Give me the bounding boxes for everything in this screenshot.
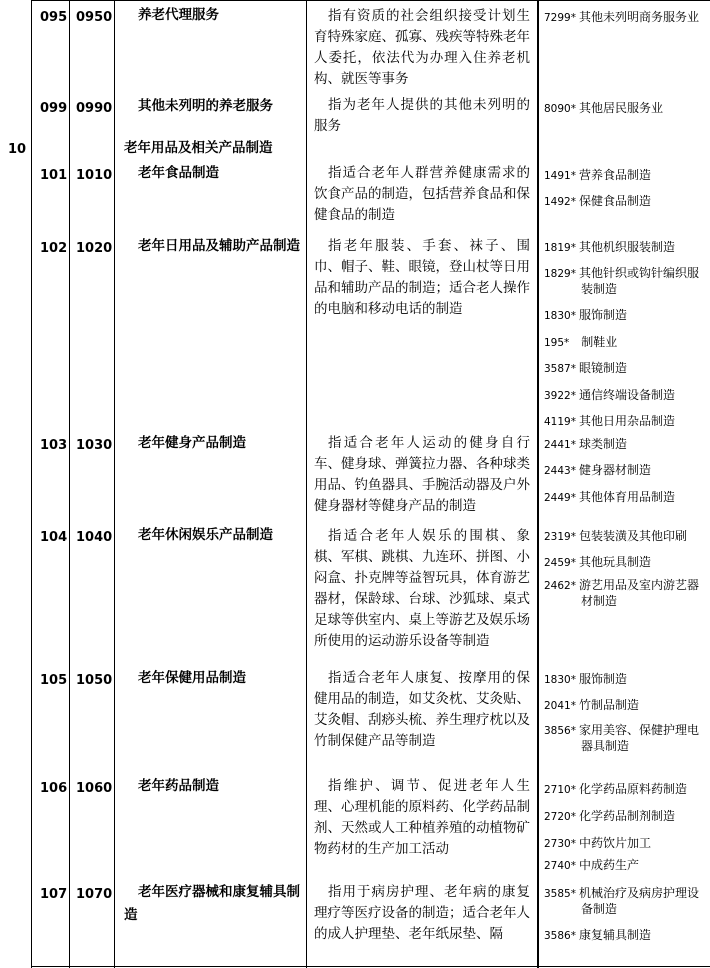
ref-item (544, 836, 706, 852)
ref-item (544, 555, 706, 571)
code3: 102 (40, 241, 68, 256)
ref-code: 2449* (544, 492, 576, 504)
ref-code: 2740* (544, 860, 576, 872)
ref-code: 4119* (544, 416, 576, 428)
code3: 095 (40, 10, 68, 25)
ref-item (544, 10, 706, 26)
ref-code: 1492* (544, 196, 576, 208)
ref-label: 保健食品制造 (578, 194, 651, 208)
ref-item (544, 928, 706, 944)
row-name: 老年保健用品制造 (138, 670, 246, 686)
ref-label: 其他居民服务业 (578, 101, 663, 115)
table-hline (32, 0, 710, 1)
ref-item (544, 529, 706, 545)
code4: 1020 (76, 241, 113, 256)
row-name: 老年健身产品制造 (138, 435, 246, 451)
ref-item (544, 240, 706, 256)
row-name: 老年药品制造 (138, 778, 219, 794)
ref-item (544, 308, 706, 324)
code3: 104 (40, 530, 68, 545)
ref-label: 服饰制造 (578, 308, 627, 322)
ref-label: 机械治疗及病房护理设备制造 (578, 886, 699, 916)
ref-code: 3585* (544, 888, 576, 900)
ref-item (544, 414, 706, 430)
section-title: 老年用品及相关产品制造 (124, 140, 273, 156)
ref-label: 中药饮片加工 (578, 836, 651, 850)
row-description: 指适合老年人运动的健身自行车、健身球、弹簧拉力器、各种球类用品、钓鱼器具、手腕活动器及户外健身器材等健身产品的制造 (314, 435, 530, 514)
ref-code: 3586* (544, 930, 576, 942)
code4: 1030 (76, 438, 113, 453)
table-vline (538, 0, 539, 968)
code4: 0950 (76, 10, 113, 25)
code4: 1070 (76, 887, 113, 902)
ref-code: 1830* (544, 310, 576, 322)
ref-label: 家用美容、保健护理电器具制造 (578, 723, 699, 753)
table-vline (31, 0, 32, 968)
ref-label: 游艺用品及室内游艺器材制造 (578, 578, 699, 608)
ref-item (544, 578, 706, 609)
row-description: 指适合老年人娱乐的围棋、象棋、军棋、跳棋、九连环、拼图、小闷盒、扑克牌等益智玩具，体育游艺器材，保龄球、台球、沙狐球、桌式足球等供室内、桌上等游艺及娱乐场所使用的运动游乐设备等制造 (314, 528, 530, 649)
ref-code: 3856* (544, 725, 576, 737)
row-name: 老年食品制造 (138, 165, 219, 181)
ref-code: 3922* (544, 390, 576, 402)
code4: 1040 (76, 530, 113, 545)
ref-label: 其他针织或钩针编织服装制造 (578, 266, 699, 296)
row-name: 老年医疗器械和康复辅具制造 (124, 884, 300, 923)
ref-code: 2720* (544, 811, 576, 823)
row-description: 指适合老年人康复、按摩用的保健用品的制造，如艾灸枕、艾灸贴、艾灸帽、刮痧头梳、养生理疗枕以及竹制保健产品等制造 (314, 670, 530, 749)
code3: 101 (40, 168, 68, 183)
ref-code: 7299* (544, 12, 576, 24)
ref-code: 2441* (544, 439, 576, 451)
code4: 1010 (76, 168, 113, 183)
ref-item (544, 858, 706, 874)
ref-label: 球类制造 (578, 437, 627, 451)
ref-code: 2459* (544, 557, 576, 569)
row-description: 指用于病房护理、老年病的康复理疗等医疗设备的制造；适合老年人的成人护理垫、老年纸尿垫、隔 (314, 884, 530, 942)
table-vline (114, 0, 115, 968)
ref-label: 营养食品制造 (578, 168, 651, 182)
category-number: 10 (8, 142, 27, 157)
ref-code: 2462* (544, 580, 576, 592)
ref-item (544, 886, 706, 917)
ref-code: 2443* (544, 465, 576, 477)
ref-code: 1830* (544, 674, 576, 686)
code3: 107 (40, 887, 68, 902)
ref-label: 包装装潢及其他印刷 (578, 529, 687, 543)
ref-code: 2041* (544, 700, 576, 712)
row-name: 老年休闲娱乐产品制造 (138, 527, 273, 543)
ref-label: 眼镜制造 (578, 361, 627, 375)
ref-label: 化学药品制剂制造 (578, 809, 675, 823)
table-vline (306, 0, 307, 968)
table-vline (69, 0, 70, 968)
ref-code: 1829* (544, 268, 576, 280)
ref-item (544, 723, 706, 754)
ref-code: 2710* (544, 784, 576, 796)
ref-label: 其他日用杂品制造 (578, 414, 675, 428)
ref-code: 3587* (544, 363, 576, 375)
ref-code: 1819* (544, 242, 576, 254)
code4: 0990 (76, 101, 113, 116)
ref-code: 195* (544, 337, 570, 349)
row-name: 老年日用品及辅助产品制造 (138, 238, 300, 254)
code3: 103 (40, 438, 68, 453)
ref-item (544, 672, 706, 688)
ref-item (544, 266, 706, 297)
ref-item (544, 361, 706, 377)
ref-item (544, 194, 706, 210)
ref-code: 1491* (544, 170, 576, 182)
ref-label: 竹制品制造 (578, 698, 639, 712)
code3: 105 (40, 673, 68, 688)
ref-label: 通信终端设备制造 (578, 388, 675, 402)
ref-label: 化学药品原料药制造 (578, 782, 687, 796)
ref-label: 制鞋业 (581, 335, 618, 349)
ref-item (544, 463, 706, 479)
ref-label: 其他体育用品制造 (578, 490, 675, 504)
ref-code: 2730* (544, 838, 576, 850)
ref-label: 康复辅具制造 (578, 928, 651, 942)
row-name: 其他未列明的养老服务 (138, 98, 273, 114)
ref-item (544, 698, 706, 714)
code3: 099 (40, 101, 68, 116)
row-description: 指为老年人提供的其他未列明的服务 (314, 97, 530, 134)
ref-label: 服饰制造 (578, 672, 627, 686)
row-description: 指适合老年人群营养健康需求的饮食产品的制造，包括营养食品和保健食品的制造 (314, 165, 530, 223)
ref-code: 8090* (544, 103, 576, 115)
ref-item (544, 782, 706, 798)
ref-label: 其他未列明商务服务业 (578, 10, 699, 24)
ref-item (544, 388, 706, 404)
ref-item (544, 335, 706, 351)
ref-code: 2319* (544, 531, 576, 543)
ref-item (544, 490, 706, 506)
code4: 1050 (76, 673, 113, 688)
ref-label: 其他玩具制造 (578, 555, 651, 569)
row-name: 养老代理服务 (138, 7, 219, 23)
code3: 106 (40, 781, 68, 796)
row-description: 指维护、调节、促进老年人生理、心理机能的原料药、化学药品制剂、天然或人工种植养殖的动植物矿物药材的生产加工活动 (314, 778, 530, 857)
row-description: 指老年服装、手套、袜子、围巾、帽子、鞋、眼镜，登山杖等日用品和辅助产品的制造；适合老人操作的电脑和移动电话的制造 (314, 238, 530, 317)
ref-label: 其他机织服装制造 (578, 240, 675, 254)
ref-item (544, 168, 706, 184)
ref-label: 中成药生产 (578, 858, 639, 872)
row-description: 指有资质的社会组织接受计划生育特殊家庭、孤寡、残疾等特殊老年人委托，依法代为办理入住养老机构、就医等事务 (314, 8, 530, 87)
ref-label: 健身器材制造 (578, 463, 651, 477)
ref-item (544, 101, 706, 117)
table-hline (32, 966, 710, 967)
ref-item (544, 809, 706, 825)
code4: 1060 (76, 781, 113, 796)
ref-item (544, 437, 706, 453)
